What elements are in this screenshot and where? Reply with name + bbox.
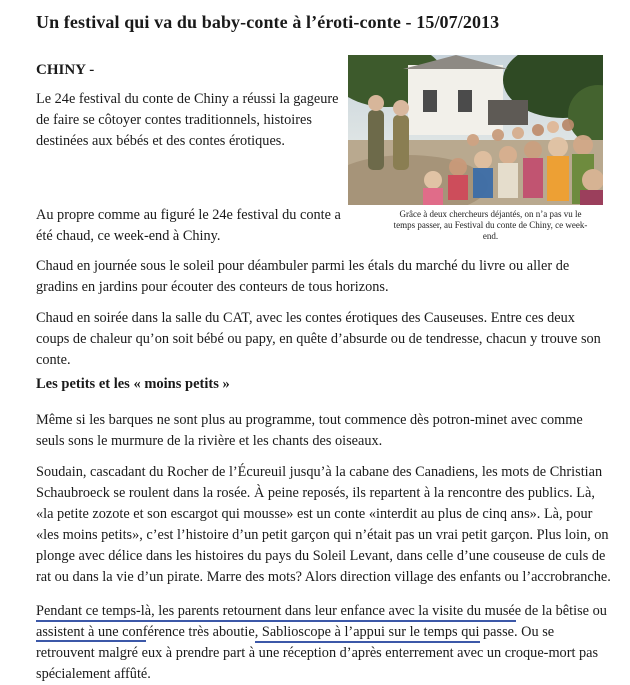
photo-illustration (348, 55, 603, 205)
dateline: CHINY - (36, 62, 95, 78)
paragraph-6: Soudain, cascadant du Rocher de l’Écureuil jusqu’à la cabane des Canadiens, les mots de Christian Schaubroeck se roulent dans la rosée. À peine reposés, ils repartent à la rencontre des publics. Là, «la petite zozote et son escargot qui mousse» est un conte «interdit au plus de cinq ans». Là, pour «les moins petits», c’est l’histoire d’un petit garçon qui n’était pas un vrai petit garçon. Plus loin, on plonge avec délice dans les histoires du pays du Soleil Levant, dans celle d’une couseuse de culs de rat ou dans la vie d’un pirate. Marre des mots? Alors direction village des enfants ou l’accrobranche. (36, 464, 611, 585)
underline-mark (36, 640, 146, 642)
article-photo (348, 55, 603, 205)
photo-caption: Grâce à deux chercheurs déjantés, on n’a pas vu le temps passer, au Festival du conte de Chiny, ce week-end. (393, 209, 588, 241)
paragraph-5: Même si les barques ne sont plus au programme, tout commence dès potron-minet avec comme seuls sons le murmure de la rivière et les chants des oiseaux. (36, 412, 583, 449)
paragraph-7: Pendant ce temps-là, les parents retournent dans leur enfance avec la visite du musée de la bêtise ou assistent à une conférence très aboutie, Sablioscope à l’appui sur le temps qui passe. Ou se retrouvent malgré eux à prendre part à une réception d’après enterrement avec un croque-mort pas spécialement affûté. (36, 603, 607, 682)
article-title: Un festival qui va du baby-conte à l’éroti-conte - 15/07/2013 (36, 12, 500, 32)
underline-mark (36, 620, 516, 622)
paragraph-2: Au propre comme au figuré le 24e festival du conte a été chaud, ce week-end à Chiny. (36, 207, 341, 244)
underline-mark (255, 641, 480, 643)
subheading: Les petits et les « moins petits » (36, 376, 230, 392)
intro-paragraph: Le 24e festival du conte de Chiny a réussi la gageure de faire se côtoyer contes traditionnels, histoires destinées aux bébés et des contes érotiques. (36, 91, 339, 149)
paragraph-4: Chaud en soirée dans la salle du CAT, avec les contes érotiques des Causeuses. Entre ces deux coups de chaleur qu’on soit bébé ou papy, en quête d’absurde ou de tendresse, chacun y trouve son conte. (36, 310, 601, 368)
paragraph-3: Chaud en journée sous le soleil pour déambuler parmi les étals du marché du livre ou aller de gradins en jardins pour écouter des conteurs de tous horizons. (36, 258, 570, 295)
